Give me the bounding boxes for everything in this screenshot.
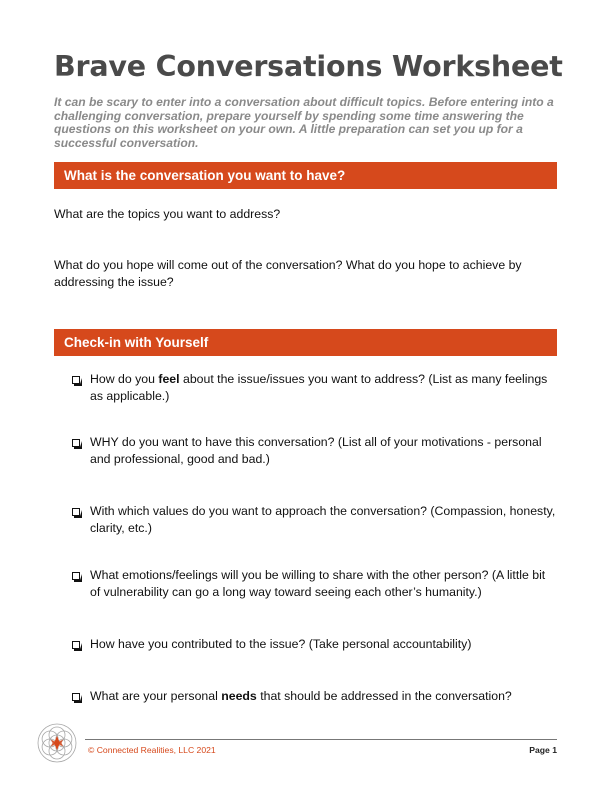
intro-paragraph: It can be scary to enter into a conversation about difficult topics. Before entering into a challenging conversation, prepare yourself by spending some time answering the questions on this worksheet on your own. A little preparation can set you up for a successful conversation. — [54, 95, 554, 150]
checklist-item-text: How have you contributed to the issue? (Take personal accountability) — [90, 637, 472, 651]
checklist-item-emotions[interactable] — [72, 567, 558, 600]
section-heading-conversation — [54, 162, 557, 189]
checkbox-icon[interactable] — [72, 508, 80, 516]
checkbox-icon[interactable] — [72, 641, 80, 649]
checkbox-icon[interactable] — [72, 572, 80, 580]
checklist-item-feel[interactable] — [72, 371, 558, 404]
footer-page-number: Page 1 — [529, 745, 557, 755]
checkbox-icon[interactable] — [72, 693, 80, 701]
checklist-item-text: What emotions/feelings will you be willing to share with the other person? (A little bit of vulnerability can go a long way toward seeing each other’s humanity.) — [90, 568, 546, 599]
footer-copyright: © Connected Realities, LLC 2021 — [88, 745, 216, 755]
checklist-item-text: How do you feel about the issue/issues you want to address? (List as many feelings as applicable.) — [90, 372, 548, 403]
section-heading-checkin — [54, 329, 557, 356]
footer-divider — [85, 739, 557, 740]
question-topics: What are the topics you want to address? — [54, 207, 281, 221]
checkbox-icon[interactable] — [72, 376, 80, 384]
page-title: Brave Conversations Worksheet — [54, 50, 563, 83]
checklist-item-text: With which values do you want to approach the conversation? (Compassion, honesty, clarity, etc.) — [90, 504, 556, 535]
checklist-item-why[interactable] — [72, 434, 558, 467]
checklist-item-text: WHY do you want to have this conversation? (List all of your motivations - personal and professional, good and bad.) — [90, 435, 542, 466]
checklist-item-needs[interactable] — [72, 688, 558, 705]
section-heading-label: Check-in with Yourself — [64, 335, 209, 350]
section-heading-label: What is the conversation you want to have? — [64, 168, 346, 183]
question-hope: What do you hope will come out of the conversation? What do you hope to achieve by addressing the issue? — [54, 258, 522, 289]
checkbox-icon[interactable] — [72, 439, 80, 447]
checklist-item-text: What are your personal needs that should be addressed in the conversation? — [90, 689, 512, 703]
checklist-item-values[interactable] — [72, 503, 558, 536]
checklist-item-contributed[interactable] — [72, 636, 558, 653]
flower-of-life-logo — [36, 722, 78, 764]
